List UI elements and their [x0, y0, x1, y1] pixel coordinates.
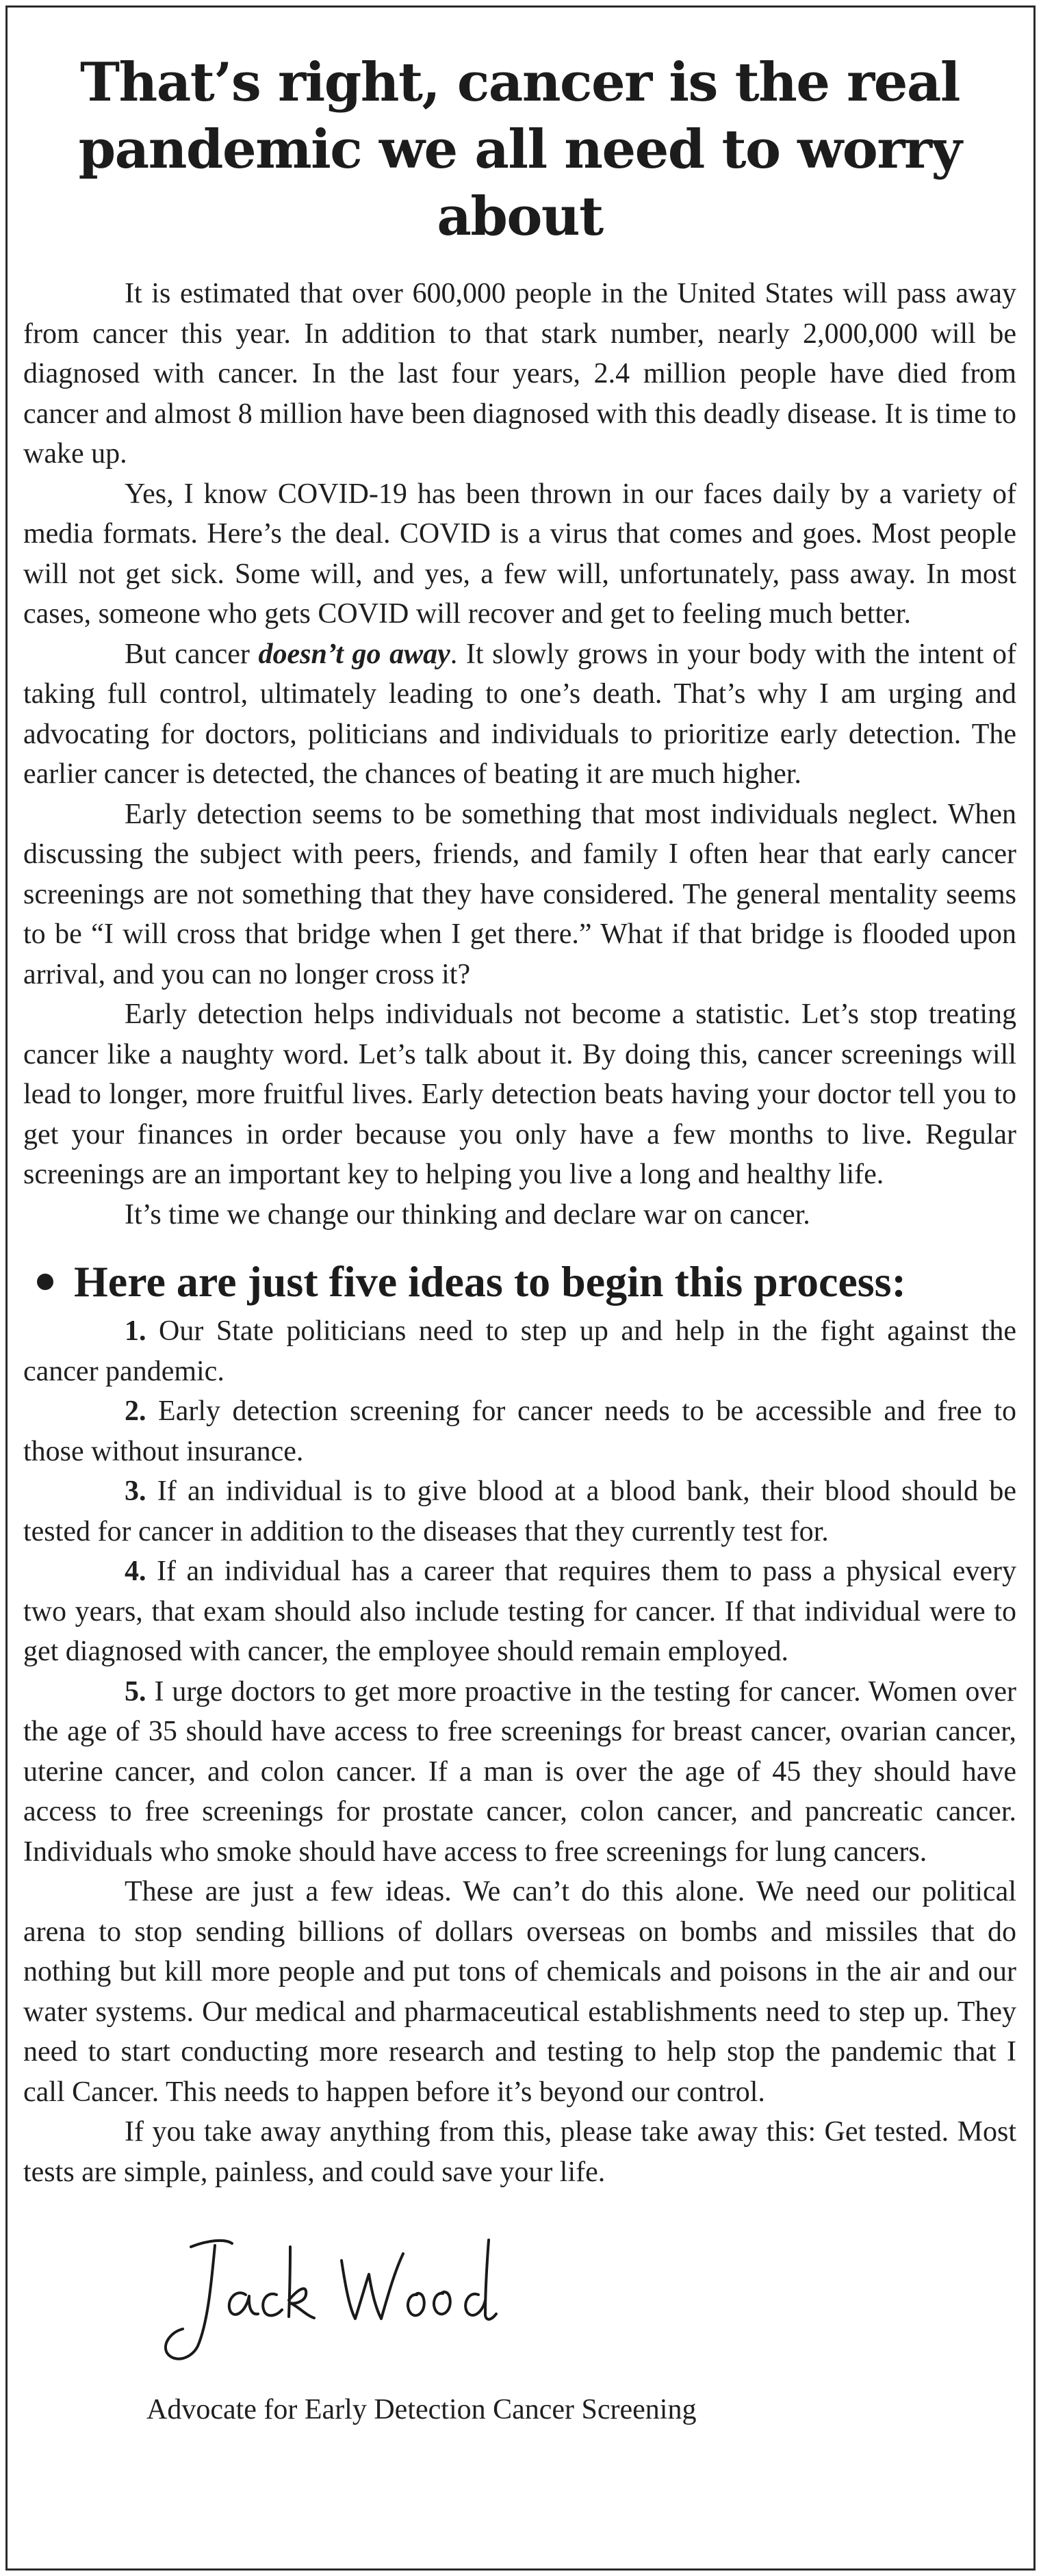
ideas-heading-text: Here are just five ideas to begin this process:: [74, 1257, 906, 1306]
closing-paragraph-1: These are just a few ideas. We can’t do this alone. We need our political arena to stop sending billions of dollars overseas on bombs and missiles that do nothing but kill more people and put tons of chemicals and poisons in the air and our water systems. Our medical and pharmaceutical establishments need to step up. They need to start conducting more research and testing to help stop the pandemic that I call Cancer. This needs to happen before it’s beyond our control.: [23, 1876, 1016, 2108]
idea-text: I urge doctors to get more proactive in the testing for cancer. Women over the age of 35 should have access to free screenings for breast cancer, ovarian cancer, uterine cancer, and colon cancer. If a man is over the age of 45 they should have access to free screenings for prostate cancer, colon cancer, and pancreatic cancer. Individuals who smoke should have access to free screenings for lung cancers.: [23, 1675, 1016, 1868]
idea-item-3: [23, 1471, 1016, 1551]
idea-item-5: [23, 1672, 1016, 1872]
ideas-heading: [23, 1255, 1016, 1309]
paragraph-3-start: But cancer: [125, 638, 259, 670]
paragraph-2: Yes, I know COVID-19 has been thrown in our faces daily by a variety of media formats. Here’s the deal. COVID is a virus that comes and goes. Most people will not get sick. Some will, and yes, a few will, unfortunately, pass away. In most cases, someone who gets COVID will recover and get to feeling much better.: [23, 478, 1016, 630]
idea-text: Our State politicians need to step up and help in the fight against the cancer pandemic.: [23, 1315, 1016, 1387]
emphasis-text: doesn’t go away: [258, 638, 450, 670]
headline-line-2: pandemic we all need to worry about: [78, 118, 962, 248]
idea-number: 2.: [125, 1395, 146, 1427]
paragraph-1: It is estimated that over 600,000 people in the United States will pass away from cancer this year. In addition to that stark number, nearly 2,000,000 will be diagnosed with cancer. In the last four years, 2.4 million people have died from cancer and almost 8 million have been diagnosed with this deadly disease. It is time to wake up.: [23, 278, 1016, 469]
paragraph-3-rest: . It slowly grows in your body with the intent of taking full control, ultimately leading to one’s death. That’s why I am urging and advocating for doctors, politicians and individuals to prioritize early detection. The earlier cancer is detected, the chances of beating it are much higher.: [23, 638, 1016, 790]
paragraph-5: Early detection helps individuals not become a statistic. Let’s stop treating cancer like a naughty word. Let’s talk about it. By doing this, cancer screenings will lead to longer, more fruitful lives. Early detection beats having your doctor tell you to get your finances in order because you only have a few months to live. Regular screenings are an important key to helping you live a long and healthy life.: [23, 999, 1016, 1190]
article-body: [23, 274, 1016, 2192]
idea-item-2: [23, 1391, 1016, 1471]
idea-number: 5.: [125, 1675, 146, 1708]
idea-number: 1.: [125, 1315, 146, 1347]
headline: [23, 49, 1016, 250]
paragraph-6: It’s time we change our thinking and declare war on cancer.: [125, 1198, 810, 1231]
signature-block: [23, 2206, 1016, 2391]
paragraph-4: Early detection seems to be something that most individuals neglect. When discussing the subject with peers, friends, and family I often hear that early cancer screenings are not something that they have considered. The general mentality seems to be “I will cross that bridge when I get there.” What if that bridge is flooded upon arrival, and you can no longer cross it?: [23, 798, 1016, 990]
idea-text: If an individual is to give blood at a blood bank, their blood should be tested for cancer in addition to the diseases that they currently test for.: [23, 1476, 1016, 1547]
idea-text: If an individual has a career that requires them to pass a physical every two years, that exam should also include testing for cancer. If that individual were to get diagnosed with cancer, the employee should remain employed.: [23, 1556, 1016, 1667]
idea-text: Early detection screening for cancer needs to be accessible and free to those without insurance.: [23, 1395, 1016, 1467]
handwritten-signature: [143, 2219, 526, 2377]
signature-title: Advocate for Early Detection Cancer Screening: [146, 2394, 697, 2425]
paragraph-3: [23, 634, 1016, 795]
closing-paragraph-2: If you take away anything from this, please take away this: Get tested. Most tests are simple, painless, and could save your life.: [23, 2116, 1016, 2188]
idea-item-1: [23, 1311, 1016, 1391]
bullet-icon: [37, 1274, 53, 1290]
idea-number: 4.: [125, 1556, 146, 1587]
headline-line-1: That’s right, cancer is the real: [79, 51, 960, 114]
idea-number: 3.: [125, 1476, 146, 1507]
idea-item-4: [23, 1551, 1016, 1672]
